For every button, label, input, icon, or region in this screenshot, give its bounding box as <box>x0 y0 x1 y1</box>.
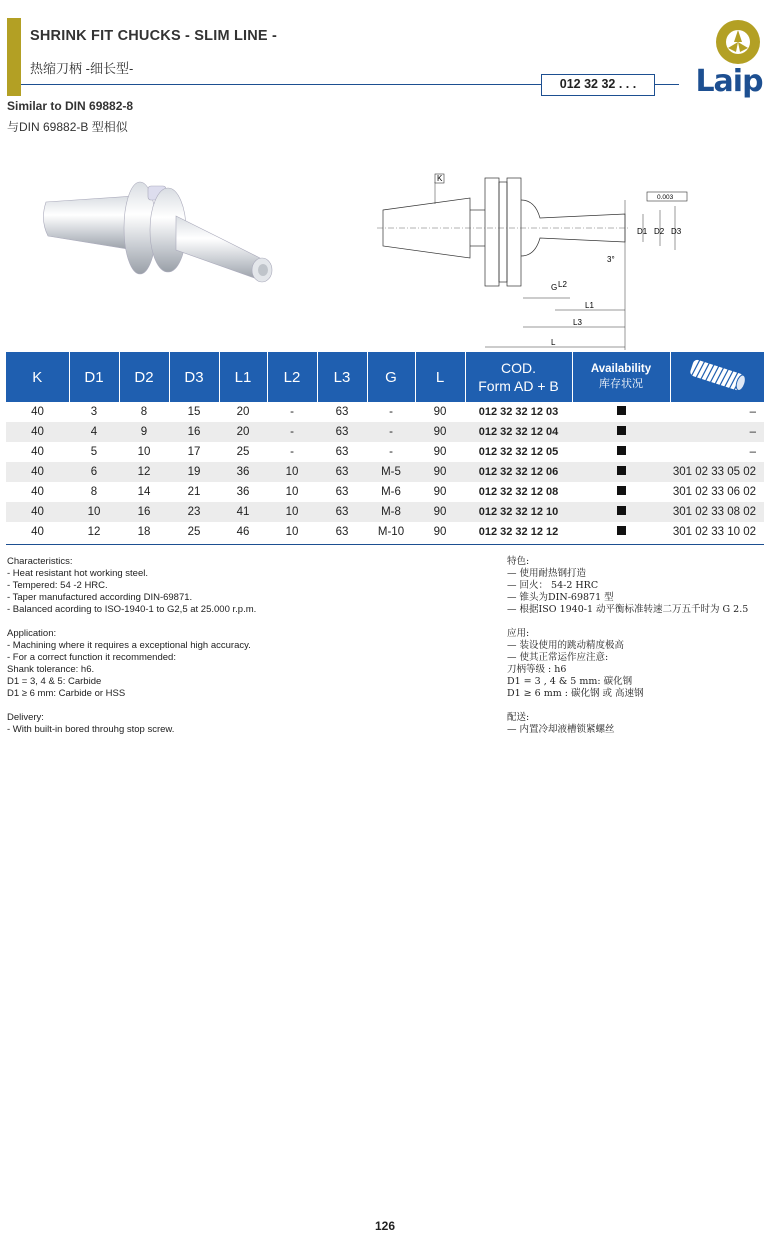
cell-d3: 19 <box>169 462 219 482</box>
technical-drawing <box>375 170 700 355</box>
cell-g: - <box>389 406 393 418</box>
cell-g: - <box>367 422 415 442</box>
characteristics-item: - Balanced acording to ISO-1940-1 to G2,5 at 25.000 r.p.m. <box>7 604 257 615</box>
cell-l3: 63 <box>335 446 349 458</box>
standard-label-cn: 与DIN 69882-B 型相似 <box>7 120 128 134</box>
drawing-label-d2: D2 <box>654 227 665 236</box>
header-accent-bar <box>7 18 21 96</box>
cell-availability <box>572 502 670 522</box>
delivery-item: - With built-in bored throuhg stop screw. <box>7 724 175 735</box>
col-header-cod-line1: COD. <box>501 360 536 376</box>
cell-d2: 9 <box>119 422 169 442</box>
characteristics-item-cn: — 锥头为DIN-69871 型 <box>507 592 614 603</box>
cell-k: 40 <box>6 422 69 442</box>
drawing-label-d3: D3 <box>671 227 682 236</box>
page-subtitle-cn: 热缩刀柄 -细长型- <box>30 61 134 76</box>
cell-l: 90 <box>415 422 465 442</box>
col-header-d3: D3 <box>169 352 219 402</box>
delivery-title: Delivery: <box>7 712 44 723</box>
cell-availability <box>572 522 670 542</box>
cell-d3: 25 <box>187 526 201 538</box>
drawing-label-l: L <box>551 338 556 347</box>
cell-g: M-6 <box>381 486 401 498</box>
table-bottom-rule <box>6 544 764 545</box>
page-number: 126 <box>374 1219 396 1233</box>
cell-d2: 10 <box>137 446 151 458</box>
application-item-cn: D1 ≥ 6 mm : 碳化钢 或 高速钢 <box>507 688 644 699</box>
cell-l3: 63 <box>335 526 349 538</box>
col-header-availability-cn: 库存状况 <box>599 378 643 390</box>
product-code-box: 012 32 32 . . . <box>541 74 655 96</box>
cell-cod: 012 32 32 12 12 <box>478 526 559 538</box>
product-photo <box>38 180 278 298</box>
cell-l: 90 <box>415 502 465 522</box>
cell-g: M-10 <box>377 526 405 538</box>
cell-d3: 16 <box>169 422 219 442</box>
cell-k: 40 <box>6 462 69 482</box>
characteristics-item-cn: — 回火： 54-2 HRC <box>507 580 599 591</box>
drawing-label-d1: D1 <box>637 227 648 236</box>
application-item: - For a correct function it recommended: <box>7 652 176 663</box>
page-title: SHRINK FIT CHUCKS - SLIM LINE - <box>30 28 278 44</box>
cell-g: - <box>389 446 393 458</box>
cell-d1: 6 <box>69 462 119 482</box>
cell-spare: 301 02 33 06 02 <box>672 486 756 498</box>
col-header-l: L <box>415 352 465 402</box>
characteristics-title-cn: 特色: <box>507 556 530 567</box>
application-title-cn: 应用: <box>507 628 530 639</box>
application-item: D1 = 3, 4 & 5: Carbide <box>7 676 102 687</box>
characteristics-item: - Heat resistant hot working steel. <box>7 568 148 579</box>
in-stock-icon <box>617 446 626 455</box>
cell-availability <box>572 442 670 462</box>
cell-availability <box>572 482 670 502</box>
cell-l3: 63 <box>317 422 367 442</box>
cell-cod: 012 32 32 12 08 <box>478 486 559 498</box>
application-item-cn: — 使其正常运作应注意: <box>507 652 609 663</box>
delivery-title-cn: 配送: <box>507 712 530 723</box>
cell-d1: 10 <box>69 502 119 522</box>
cell-k: 40 <box>31 526 44 538</box>
cell-k: 40 <box>31 406 44 418</box>
notes-english <box>7 556 337 736</box>
cell-cod: 012 32 32 12 10 <box>465 502 572 522</box>
application-item: D1 ≥ 6 mm: Carbide or HSS <box>7 688 126 699</box>
col-header-l2: L2 <box>267 352 317 402</box>
cell-cod: 012 32 32 12 04 <box>465 422 572 442</box>
cell-g: M-8 <box>367 502 415 522</box>
drawing-label-k: K <box>437 174 443 183</box>
drawing-label-g: G <box>551 283 558 292</box>
col-header-cod <box>465 352 572 402</box>
header-rule-right <box>655 84 679 85</box>
col-header-availability-en: Availability <box>590 363 652 375</box>
cell-availability <box>572 402 670 422</box>
in-stock-icon <box>617 506 626 515</box>
in-stock-icon <box>617 526 626 535</box>
cell-l: 90 <box>415 462 465 482</box>
cell-cod: 012 32 32 12 03 <box>478 406 559 418</box>
header-rule <box>21 84 541 85</box>
col-header-d1: D1 <box>69 352 119 402</box>
col-header-l3: L3 <box>317 352 367 402</box>
cell-spare: 301 02 33 10 02 <box>672 526 756 538</box>
table-row <box>6 462 764 482</box>
cell-d2: 18 <box>137 526 151 538</box>
table-row <box>6 402 764 422</box>
drawing-label-l3: L3 <box>573 318 582 327</box>
cell-l3: 63 <box>317 462 367 482</box>
drawing-label-angle: 3° <box>607 255 615 264</box>
cell-l: 90 <box>433 406 447 418</box>
standard-label: Similar to DIN 69882-8 <box>7 99 134 113</box>
spec-table-header-row <box>6 352 764 402</box>
characteristics-item-cn: — 使用耐热钢打造 <box>507 568 587 579</box>
table-row <box>6 442 764 462</box>
cell-k: 40 <box>6 502 69 522</box>
cell-l1: 25 <box>236 446 250 458</box>
cell-d3: 17 <box>187 446 201 458</box>
cell-l1: 46 <box>236 526 250 538</box>
application-item-cn: — 装设使用的跳动精度极高 <box>507 640 625 651</box>
cell-l2: - <box>267 422 317 442</box>
cell-spare: – <box>749 406 756 418</box>
table-row <box>6 502 764 522</box>
cell-d1: 8 <box>90 486 98 498</box>
application-item: - Machining where it requires a exceptional high accuracy. <box>7 640 251 651</box>
cell-l1: 36 <box>219 462 267 482</box>
cell-l1: 36 <box>236 486 250 498</box>
drawing-label-l2: L2 <box>558 280 567 289</box>
cell-d1: 5 <box>90 446 98 458</box>
col-header-k: K <box>6 352 69 402</box>
cell-spare: – <box>749 446 756 458</box>
cell-d1: 4 <box>69 422 119 442</box>
cell-d2: 12 <box>119 462 169 482</box>
cell-l1: 20 <box>236 406 250 418</box>
col-header-cod-line2: Form AD + B <box>478 378 559 394</box>
cell-g: M-5 <box>367 462 415 482</box>
cell-d1: 12 <box>87 526 101 538</box>
cell-l2: 10 <box>267 462 317 482</box>
drawing-label-tolerance: 0.003 <box>657 194 674 201</box>
cell-l2: - <box>290 446 294 458</box>
table-row <box>6 522 764 542</box>
col-header-l1: L1 <box>219 352 267 402</box>
col-header-g: G <box>367 352 415 402</box>
cell-d3: 15 <box>187 406 201 418</box>
application-item-cn: D1 = 3 , 4 & 5 mm: 碳化钢 <box>507 676 633 687</box>
notes-chinese <box>507 556 767 736</box>
cell-d1: 3 <box>90 406 98 418</box>
cell-spare: – <box>670 422 764 442</box>
logo-wordmark: Laip <box>695 64 763 99</box>
stop-screw-icon <box>684 358 750 392</box>
table-row <box>6 422 764 442</box>
cell-l3: 63 <box>335 486 349 498</box>
in-stock-icon <box>617 466 626 475</box>
cell-spare: 301 02 33 08 02 <box>670 502 764 522</box>
cell-l2: 10 <box>267 502 317 522</box>
drawing-label-l1: L1 <box>585 301 594 310</box>
cell-k: 40 <box>31 446 44 458</box>
cell-availability <box>572 462 670 482</box>
spec-table <box>6 352 764 542</box>
cell-k: 40 <box>31 486 44 498</box>
cell-l2: - <box>290 406 294 418</box>
cell-l2: 10 <box>285 486 299 498</box>
cell-cod: 012 32 32 12 06 <box>465 462 572 482</box>
col-header-availability <box>572 352 670 402</box>
cell-l1: 20 <box>219 422 267 442</box>
in-stock-icon <box>617 426 626 435</box>
cell-l: 90 <box>433 526 447 538</box>
cell-d2: 8 <box>140 406 148 418</box>
application-item: Shank tolerance: h6. <box>7 664 95 675</box>
application-item-cn: 刀柄等级 : h6 <box>507 664 567 675</box>
logo-emblem-icon <box>690 18 768 66</box>
cell-d3: 21 <box>187 486 201 498</box>
delivery-item-cn: — 内置冷却液槽锁紧螺丝 <box>507 724 615 735</box>
characteristics-item-cn: — 根据ISO 1940-1 动平衡标准转速二万五千时为 G 2.5 <box>507 604 749 615</box>
table-row <box>6 482 764 502</box>
cell-l1: 41 <box>219 502 267 522</box>
cell-cod: 012 32 32 12 05 <box>478 446 559 458</box>
cell-l2: 10 <box>285 526 299 538</box>
cell-d3: 23 <box>169 502 219 522</box>
cell-l3: 63 <box>335 406 349 418</box>
cell-l: 90 <box>433 486 447 498</box>
cell-d2: 14 <box>137 486 151 498</box>
cell-l3: 63 <box>317 502 367 522</box>
characteristics-title: Characteristics: <box>7 556 73 567</box>
characteristics-item: - Taper manufactured according DIN-69871. <box>7 592 193 603</box>
application-title: Application: <box>7 628 57 639</box>
in-stock-icon <box>617 406 626 415</box>
cell-availability <box>572 422 670 442</box>
col-header-d2: D2 <box>119 352 169 402</box>
brand-logo <box>690 18 768 98</box>
cell-d2: 16 <box>119 502 169 522</box>
characteristics-item: - Tempered: 54 -2 HRC. <box>7 580 108 591</box>
in-stock-icon <box>617 486 626 495</box>
cell-spare: 301 02 33 05 02 <box>670 462 764 482</box>
cell-l: 90 <box>433 446 447 458</box>
col-header-spare <box>670 352 764 402</box>
